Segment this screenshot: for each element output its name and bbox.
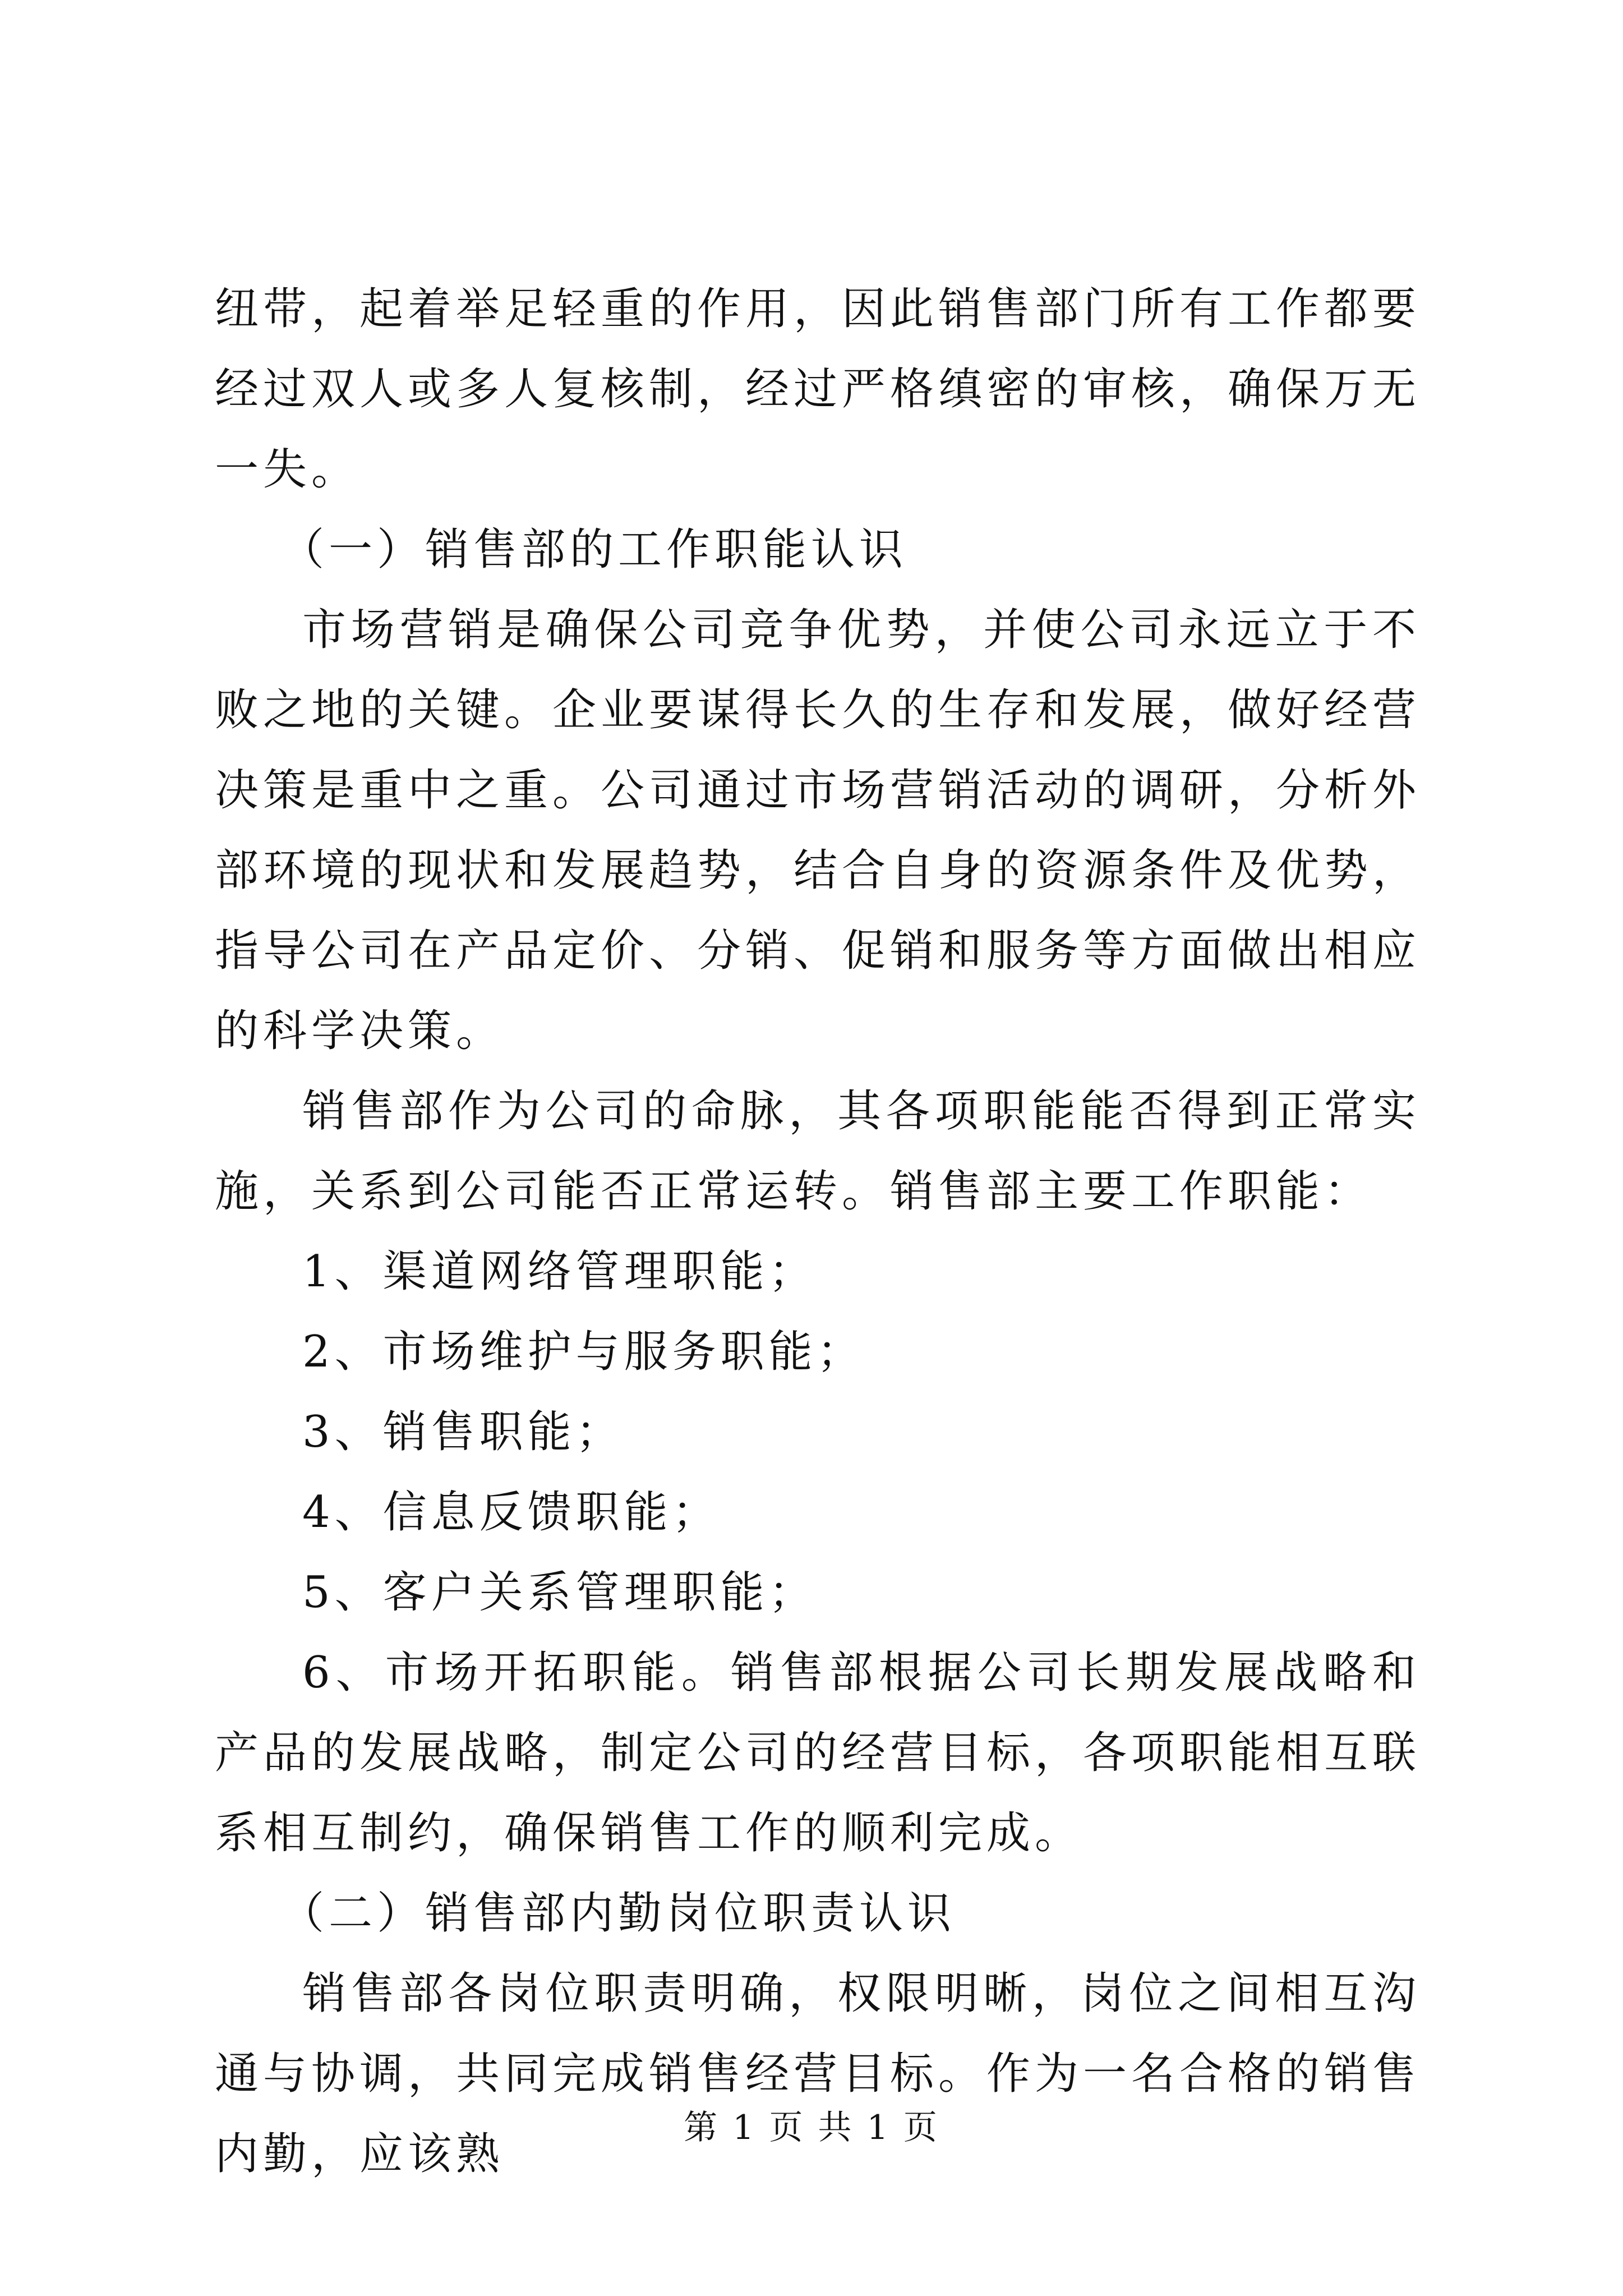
list-item: 1、渠道网络管理职能； bbox=[302, 1246, 817, 1297]
list-item-market-development: 6、市场开拓职能。销售部根据公司长期发展战略和产品的发展战略，制定公司的经营目标，各项职能相互联系相互制约，确保销售工作的顺利完成。 bbox=[215, 1648, 1421, 1858]
page-footer: 第 1 页 共 1 页 bbox=[684, 2108, 939, 2147]
paragraph-duties: 销售部各岗位职责明确，权限明晰，岗位之间相互沟通与协调，共同完成销售经营目标。作为一名合格的销售内勤，应该熟 bbox=[215, 1968, 1421, 2179]
document-body bbox=[215, 269, 1421, 2194]
paragraph-continuation: 纽带，起着举足轻重的作用，因此销售部门所有工作都要经过双人或多人复核制，经过严格缜密的审核，确保万无一失。 bbox=[215, 284, 1421, 495]
list-item: 4、信息反馈职能； bbox=[302, 1487, 721, 1538]
section-heading-2: （二）销售部内勤岗位职责认识 bbox=[280, 1888, 956, 1939]
list-item: 2、市场维护与服务职能； bbox=[302, 1327, 865, 1377]
list-item: 3、销售职能； bbox=[302, 1407, 624, 1457]
list-item: 5、客户关系管理职能； bbox=[302, 1567, 817, 1618]
paragraph-marketing: 市场营销是确保公司竞争优势，并使公司永远立于不败之地的关键。企业要谋得长久的生存和发展，做好经营决策是重中之重。公司通过市场营销活动的调研，分析外部环境的现状和发展趋势，结合自身的资源条件及优势，指导公司在产品定价、分销、促销和服务等方面做出相应的科学决策。 bbox=[215, 605, 1421, 1056]
paragraph-sales-dept-lifeline: 销售部作为公司的命脉，其各项职能能否得到正常实施，关系到公司能否正常运转。销售部主要工作职能： bbox=[215, 1086, 1421, 1217]
section-heading-1: （一）销售部的工作职能认识 bbox=[280, 524, 908, 575]
